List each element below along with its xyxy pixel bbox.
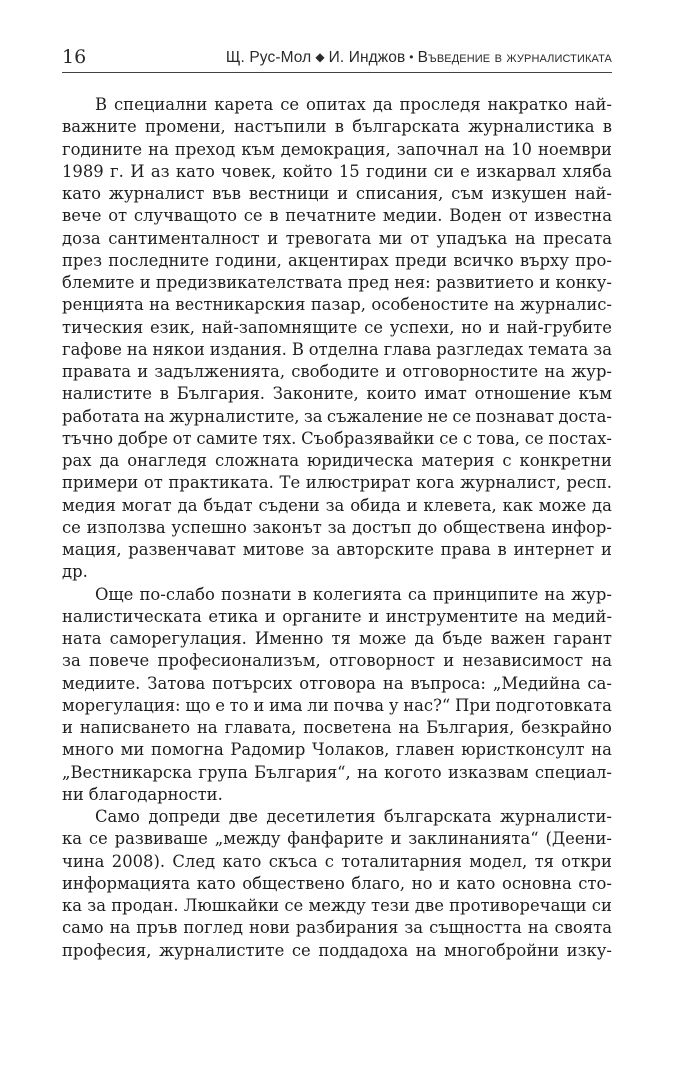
text-line: медия могат да бъдат съдени за обида и клевета, как може да (62, 495, 612, 515)
text-line: ни благодарности. (62, 784, 223, 804)
text-line: „Вестникарска група България“, на когото изказвам специал- (62, 762, 612, 782)
text-line: се използва успешно законът за достъп до обществена инфор- (62, 517, 612, 537)
paragraph (62, 584, 612, 807)
text-line: тъчно добре от самите тях. Съобразявайки се с това, се постах- (62, 428, 612, 448)
text-line: информацията като обществено благо, но и като основна сто- (62, 873, 612, 893)
text-line: годините на преход към демокрация, започнал на 10 ноември (62, 139, 612, 159)
text-line: професия, журналистите се поддадоха на многобройни изку- (62, 940, 612, 960)
running-title (226, 49, 612, 67)
body-text (62, 94, 612, 962)
text-line: за повече професионализъм, отговорност и независимост на (62, 651, 612, 671)
text-line: тическия език, най-запомнящите се успехи, но и най-грубите (62, 317, 612, 337)
text-line: В специални карета се опитах да проследя накратко най- (95, 95, 612, 114)
text-line: много ми помогна Радомир Чолаков, главен юристконсулт на (62, 740, 612, 760)
authors-1: Щ. Рус-Мол (225, 49, 312, 66)
text-line: Още по-слабо познати в колегията са принципите на жур- (95, 584, 612, 604)
text-line: през последните години, акцентирах преди всичко върху про- (62, 250, 612, 270)
text-line: работата на журналистите, за съжаление не се познават доста- (62, 406, 612, 426)
text-line: Само допреди две десетилетия българската журналисти- (95, 807, 612, 826)
book-title: Въведение в журналистиката (417, 49, 612, 66)
text-line: ната саморегулация. Именно тя може да бъде важен гарант (62, 629, 612, 648)
diamond-separator-icon: ◆ (315, 50, 325, 64)
text-line: и написването на главата, посветена на България, безкрайно (62, 718, 612, 737)
text-line: рах да онагледя сложната юридическа материя с конкретни (62, 451, 612, 470)
text-line: чина 2008). След като скъса с тоталитарния модел, тя откри (62, 851, 612, 871)
text-line: налистическата етика и органите и инструментите на медий- (62, 606, 612, 626)
text-line: важните промени, настъпили в българската журналистика в (62, 117, 612, 137)
text-line: ка се развиваше „между фанфарите и заклинанията“ (Деени- (62, 829, 612, 849)
text-line: медиите. Затова потърсих отговора на въпроса: „Медийна са- (62, 673, 612, 693)
text-line: ка за продан. Люшкайки се между тези две противоречащи си (62, 896, 612, 915)
bullet-separator-icon: • (409, 50, 414, 64)
text-line: налистите в България. Законите, които имат отношение към (62, 384, 612, 404)
text-line: примери от практиката. Те илюстрират кога журналист, респ. (62, 473, 612, 493)
text-line: правата и задълженията, свободите и отговорностите на жур- (62, 362, 612, 381)
paragraph (62, 94, 612, 584)
text-line: доза сантименталност и тревогата ми от упадъка на пресата (62, 228, 612, 248)
text-line: вече от случващото се в печатните медии. Воден от известна (62, 206, 612, 226)
text-line: др. (62, 562, 88, 582)
text-line: като журналист във вестници и списания, съм изкушен най- (62, 184, 612, 203)
text-line: гафове на някои издания. В отделна глава разгледах темата за (62, 339, 612, 359)
authors-2: И. Инджов (328, 49, 406, 66)
text-line: само на пръв поглед нови разбирания за същността на своята (62, 918, 612, 938)
paragraph (62, 806, 612, 962)
page-number: 16 (62, 46, 87, 68)
text-line: 1989 г. И аз като човек, който 15 години си е изкарвал хляба (62, 161, 612, 181)
text-line: ренцията на вестникарския пазар, особеностите на журналис- (62, 295, 612, 315)
text-line: морегулация: що е то и има ли почва у нас?“ При подготовката (62, 695, 612, 715)
text-line: блемите и предизвикателствата пред нея: развитието и конку- (62, 273, 612, 292)
running-header (62, 44, 612, 73)
text-line: мация, развенчават митове за авторските права в интернет и (62, 540, 612, 559)
